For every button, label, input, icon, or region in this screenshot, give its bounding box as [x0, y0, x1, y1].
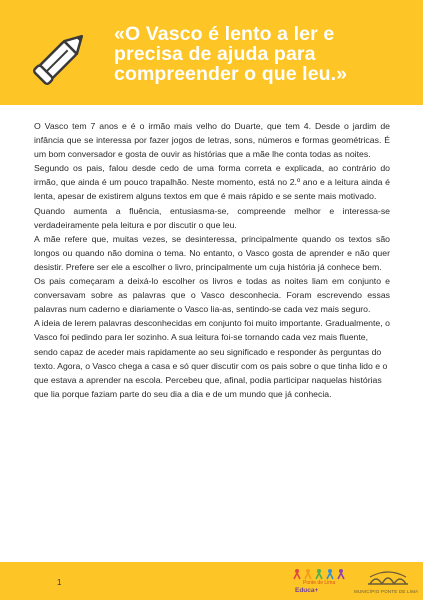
paragraph: A ideia de lerem palavras desconhecidas em conjunto foi muito importante. Gradualmente, o Vasco foi pedindo para ler sozinho. A sua leitura foi-se tornando cada vez mais fluente, sendo capaz de aceder mais rapidamente ao seu significado e responder às perguntas do texto. Agora, o Vasco chega a casa e só quer discutir com os pais sobre o que tinha lido e o que estava a aprender na escola. Percebeu que, afinal, podia participar naquelas histórias que lia porque faziam parte do seu dia a dia e de um mundo que já conhecia. [34, 318, 390, 399]
educa-logo-line2: Educa+ [295, 587, 319, 594]
footer-banner [0, 562, 423, 600]
paragraph: Quando aumenta a fluência, entusiasma-se, compreende melhor e interessa-se verdadeiramente pela leitura e por discutir o que leu. [34, 205, 390, 230]
municipio-logo [354, 568, 420, 596]
bridge-icon [366, 568, 410, 586]
educa-logo-line1: Ponte de Lima [303, 580, 336, 586]
municipio-logo-text: MUNICÍPIO PONTE DE LIMA [354, 589, 419, 594]
page-title [114, 24, 414, 84]
page-number: 1 [57, 578, 62, 587]
article-body [34, 119, 390, 401]
paragraph: Os pais começaram a deixá-lo escolher os livros e todas as noites liam em conjunto e conversavam sobre as palavras que o Vasco desconhecia. Foram escrevendo essas palavras num caderno e diariamente o Vasco lia-as, sentindo-se cada vez mais seguro. [34, 276, 390, 315]
title-line: «O Vasco é lento a ler e [114, 23, 335, 45]
paragraph: Segundo os pais, falou desde cedo de uma forma correta e explicada, ao contrário do irmão, que ainda é um pouco trapalhão. Neste momento, está no 2.º ano e a leitura ainda é lenta, apesar de existirem alguns textos em que é mais rápido e se sente mais motivado. [34, 163, 390, 202]
educa-logo [289, 568, 349, 596]
title-line: precisa de ajuda para [114, 43, 316, 65]
children-figures-icon [291, 568, 347, 580]
paragraph: A mãe refere que, muitas vezes, se desinteressa, principalmente quando os textos são longos ou quando não domina o tema. No entanto, o Vasco gosta de aprender e não quer desistir. Prefere ser ele a escolher o livro, principalmente um cuja história já conhece bem. [34, 233, 390, 272]
pencil-icon [30, 24, 94, 88]
title-line: compreender o que leu.» [114, 63, 348, 85]
header-banner [0, 0, 423, 105]
paragraph: O Vasco tem 7 anos e é o irmão mais velho do Duarte, que tem 4. Desde o jardim de infância que se interessa por fazer jogos de letras, sons, números e formas geométricas. É um bom conversador e gosta de ouvir as histórias que a mãe lhe conta todas as noites. [34, 121, 390, 160]
